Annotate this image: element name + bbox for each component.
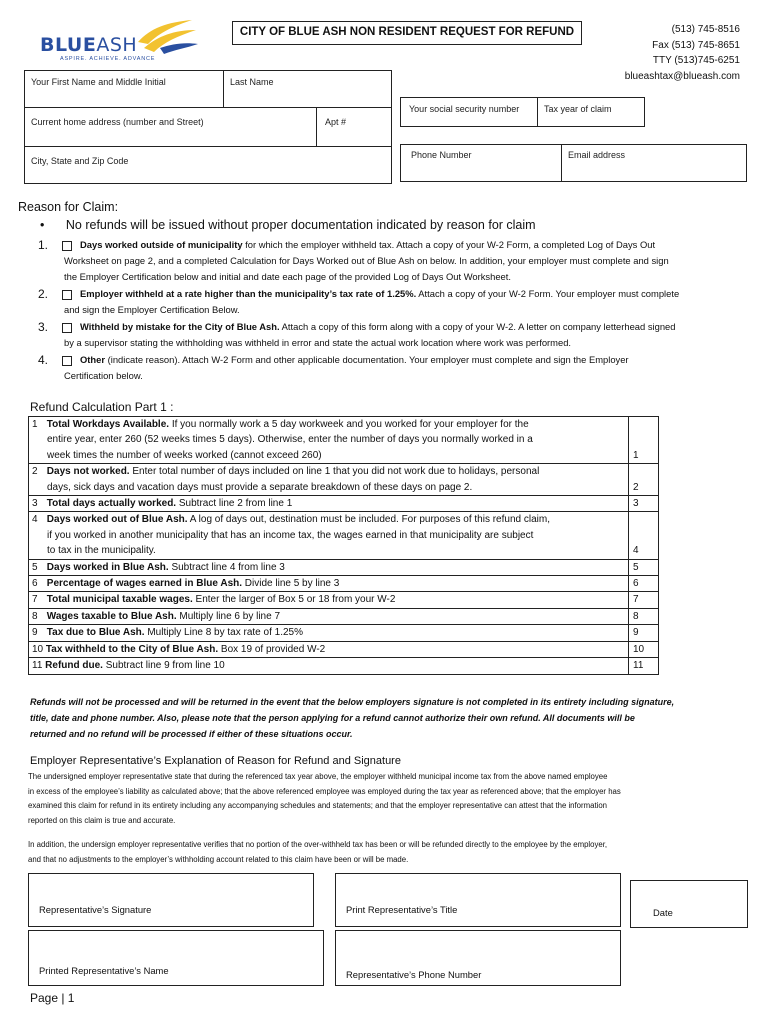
contact-email[interactable]: blueashtax@blueash.com <box>624 70 740 82</box>
contact-tty: TTY (513)745-6251 <box>652 55 740 66</box>
calc-row <box>29 496 659 512</box>
rep-title-field[interactable] <box>335 873 621 927</box>
ssn-label: Your social security number <box>409 104 520 114</box>
email-field[interactable] <box>561 144 747 182</box>
reason-num: 2. <box>38 287 49 301</box>
explanation-heading: Employer Representative’s Explanation of Reason for Refund and Signature <box>30 755 401 767</box>
calc-desc: 4 Days worked out of Blue Ash. A log of days out, destination must be included. For purposes of this refund claim, if you worked in another municipality that has an income tax, the wages earned in that municipality are subject to tax in the municipality. <box>29 512 629 559</box>
calc-line-8[interactable]: 8 <box>629 608 659 624</box>
rep-title-label: Print Representative’s Title <box>346 904 458 915</box>
reason-item-4 <box>38 352 738 384</box>
rep-signature-field[interactable] <box>28 873 314 927</box>
calc-line-10[interactable]: 10 <box>629 641 659 657</box>
reason-checkbox-3[interactable] <box>62 323 72 333</box>
logo-name-ash: ASH <box>96 34 138 56</box>
contact-block <box>540 22 740 84</box>
calc-row <box>29 641 659 657</box>
calc-desc: 10 Tax withheld to the City of Blue Ash. Box 19 of provided W-2 <box>29 641 629 657</box>
reason-item-2 <box>38 286 738 318</box>
reason-checkbox-2[interactable] <box>62 290 72 300</box>
city-label: City, State and Zip Code <box>31 156 129 166</box>
calc-line-3[interactable]: 3 <box>629 496 659 512</box>
calc-line-2[interactable]: 2 <box>629 464 659 496</box>
contact-fax: Fax (513) 745-8651 <box>652 39 740 51</box>
calc-line-5[interactable]: 5 <box>629 559 659 575</box>
explanation-paragraph-2: In addition, the undersign employer representative verifies that no portion of the over-withheld tax has been or will be refunded directly to the employee by the employer, and that no adjustments to the employer’s withholding account related to this claim have been or will be made. <box>28 840 608 864</box>
phone-field[interactable] <box>400 144 562 182</box>
calc-desc: 7 Total municipal taxable wages. Enter the larger of Box 5 or 18 from your W-2 <box>29 592 629 608</box>
reason-text: for which the employer withheld tax. Attach a copy of your W-2 Form, a completed Log of Days Out <box>242 239 656 250</box>
reason-item-1 <box>38 237 738 285</box>
calc-desc: 1 Total Workdays Available. If you normally work a 5 day workweek and you worked for your employer for the entire year, enter 260 (52 weeks times 5 days). Otherwise, enter the number of days you normally worked in a week times the number of weeks worked (cannot exceed 260) <box>29 417 629 464</box>
reason-heading: Reason for Claim: <box>18 200 119 214</box>
reason-bold: Withheld by mistake for the City of Blue Ash. <box>80 321 280 332</box>
explanation-paragraph-1: The undersigned employer representative state that during the referenced tax year above, the employer withheld municipal income tax from the above named employee in excess of the employee’s liability as calculated above; that the above referenced employee was employed during the tax year as referenced above; that the employer has examined this claim for refund in its entirety including any accompanying schedules and statements; and that the employer representative can attest that the information reported on this claim is true and accurate. <box>28 772 621 825</box>
phone-label: Phone Number <box>411 150 472 160</box>
calc-row <box>29 464 659 496</box>
first-name-label: Your First Name and Middle Initial <box>31 77 166 87</box>
reason-bullet <box>40 218 536 232</box>
calc-row <box>29 592 659 608</box>
address-label: Current home address (number and Street) <box>31 117 204 127</box>
form-title: CITY OF BLUE ASH NON RESIDENT REQUEST FOR REFUND <box>232 21 582 45</box>
bullet-icon: • <box>40 218 45 232</box>
rep-phone-field[interactable] <box>335 930 621 986</box>
apt-label: Apt # <box>325 117 347 127</box>
reason-text: and sign the Employer Certification Below. <box>64 304 240 315</box>
rep-phone-label: Representative’s Phone Number <box>346 969 482 980</box>
calc-desc: 5 Days worked in Blue Ash. Subtract line 4 from line 3 <box>29 559 629 575</box>
reason-bold: Days worked outside of municipality <box>80 239 243 250</box>
email-label: Email address <box>568 150 626 160</box>
calc-row <box>29 512 659 559</box>
calc-line-7[interactable]: 7 <box>629 592 659 608</box>
calc-row <box>29 576 659 592</box>
apt-field[interactable] <box>316 107 392 147</box>
last-name-field[interactable] <box>223 70 392 108</box>
calc-desc: 3 Total days actually worked. Subtract line 2 from line 1 <box>29 496 629 512</box>
calc-line-1[interactable]: 1 <box>629 417 659 464</box>
logo-swoosh-icon <box>130 18 198 58</box>
calc-row <box>29 559 659 575</box>
calc-heading: Refund Calculation Part 1 : <box>30 400 174 414</box>
calc-line-4[interactable]: 4 <box>629 512 659 559</box>
ssn-field[interactable] <box>400 97 538 127</box>
rep-name-field[interactable] <box>28 930 324 986</box>
calc-line-9[interactable]: 9 <box>629 625 659 641</box>
last-name-label: Last Name <box>230 77 274 87</box>
calc-row <box>29 658 659 674</box>
calc-desc: 2 Days not worked. Enter total number of days included on line 1 that you did not work due to holidays, personal days, sick days and vacation days must provide a separate breakdown of these days on page 2. <box>29 464 629 496</box>
tax-year-label: Tax year of claim <box>544 104 612 114</box>
reason-text: Certification below. <box>64 370 143 381</box>
date-field[interactable] <box>630 880 748 928</box>
date-label: Date <box>653 907 673 918</box>
rep-name-label: Printed Representative’s Name <box>39 965 169 976</box>
calc-table <box>28 416 659 675</box>
reason-bold: Other <box>80 354 106 365</box>
page-number: Page | 1 <box>30 991 75 1005</box>
reason-num: 3. <box>38 320 49 334</box>
reason-text: Worksheet on page 2, and a completed Calculation for Days Worked out of Blue Ash on below. In addition, your employer must complete and sign <box>64 255 669 266</box>
calc-desc: 11 Refund due. Subtract line 9 from line 10 <box>29 658 629 674</box>
logo-name-blue: BLUE <box>40 34 97 56</box>
calc-line-6[interactable]: 6 <box>629 576 659 592</box>
calc-row <box>29 625 659 641</box>
contact-phone: (513) 745-8516 <box>671 24 740 35</box>
reason-checkbox-1[interactable] <box>62 241 72 251</box>
calc-row <box>29 417 659 464</box>
reason-text: (indicate reason). Attach W-2 Form and other applicable documentation. Your employer must complete and sign the Employer <box>105 354 629 365</box>
logo <box>38 18 198 64</box>
calc-desc: 6 Percentage of wages earned in Blue Ash. Divide line 5 by line 3 <box>29 576 629 592</box>
reason-num: 4. <box>38 353 49 367</box>
reason-bullet-text: No refunds will be issued without proper documentation indicated by reason for claim <box>65 218 536 232</box>
reason-checkbox-4[interactable] <box>62 356 72 366</box>
reason-item-3 <box>38 319 738 351</box>
calc-desc: 9 Tax due to Blue Ash. Multiply Line 8 by tax rate of 1.25% <box>29 625 629 641</box>
city-field[interactable] <box>24 146 392 184</box>
reason-num: 1. <box>38 238 49 252</box>
reason-text: Attach a copy of this form along with a copy of your W-2. A letter on company letterhead signed <box>279 321 676 332</box>
calc-desc: 8 Wages taxable to Blue Ash. Multiply line 6 by line 7 <box>29 608 629 624</box>
address-field[interactable] <box>24 107 317 147</box>
first-name-field[interactable] <box>24 70 224 108</box>
warning-notice: Refunds will not be processed and will be returned in the event that the below employers signature is not completed in its entirety including signature, title, date and phone number. Also, please note that the person applying for a refund cannot authorize their own refund. All documents will be returned and no refund will be processed if either of these situations occur. <box>30 697 675 739</box>
rep-signature-label: Representative’s Signature <box>39 904 152 915</box>
calc-row <box>29 608 659 624</box>
calc-line-11[interactable]: 11 <box>629 658 659 674</box>
tax-year-field[interactable] <box>537 97 645 127</box>
logo-tagline: ASPIRE. ACHIEVE. ADVANCE <box>60 56 156 62</box>
reason-text: Attach a copy of your W-2 Form. Your employer must complete <box>416 288 680 299</box>
reason-text: the Employer Certification below and initial and date each page of the provided Log of Days Out Worksheet. <box>64 271 511 282</box>
reason-bold: Employer withheld at a rate higher than the municipality’s tax rate of 1.25%. <box>80 288 417 299</box>
reason-text: by a supervisor stating the withholding was withheld in error and state the actual work location where work was performed. <box>64 337 572 348</box>
